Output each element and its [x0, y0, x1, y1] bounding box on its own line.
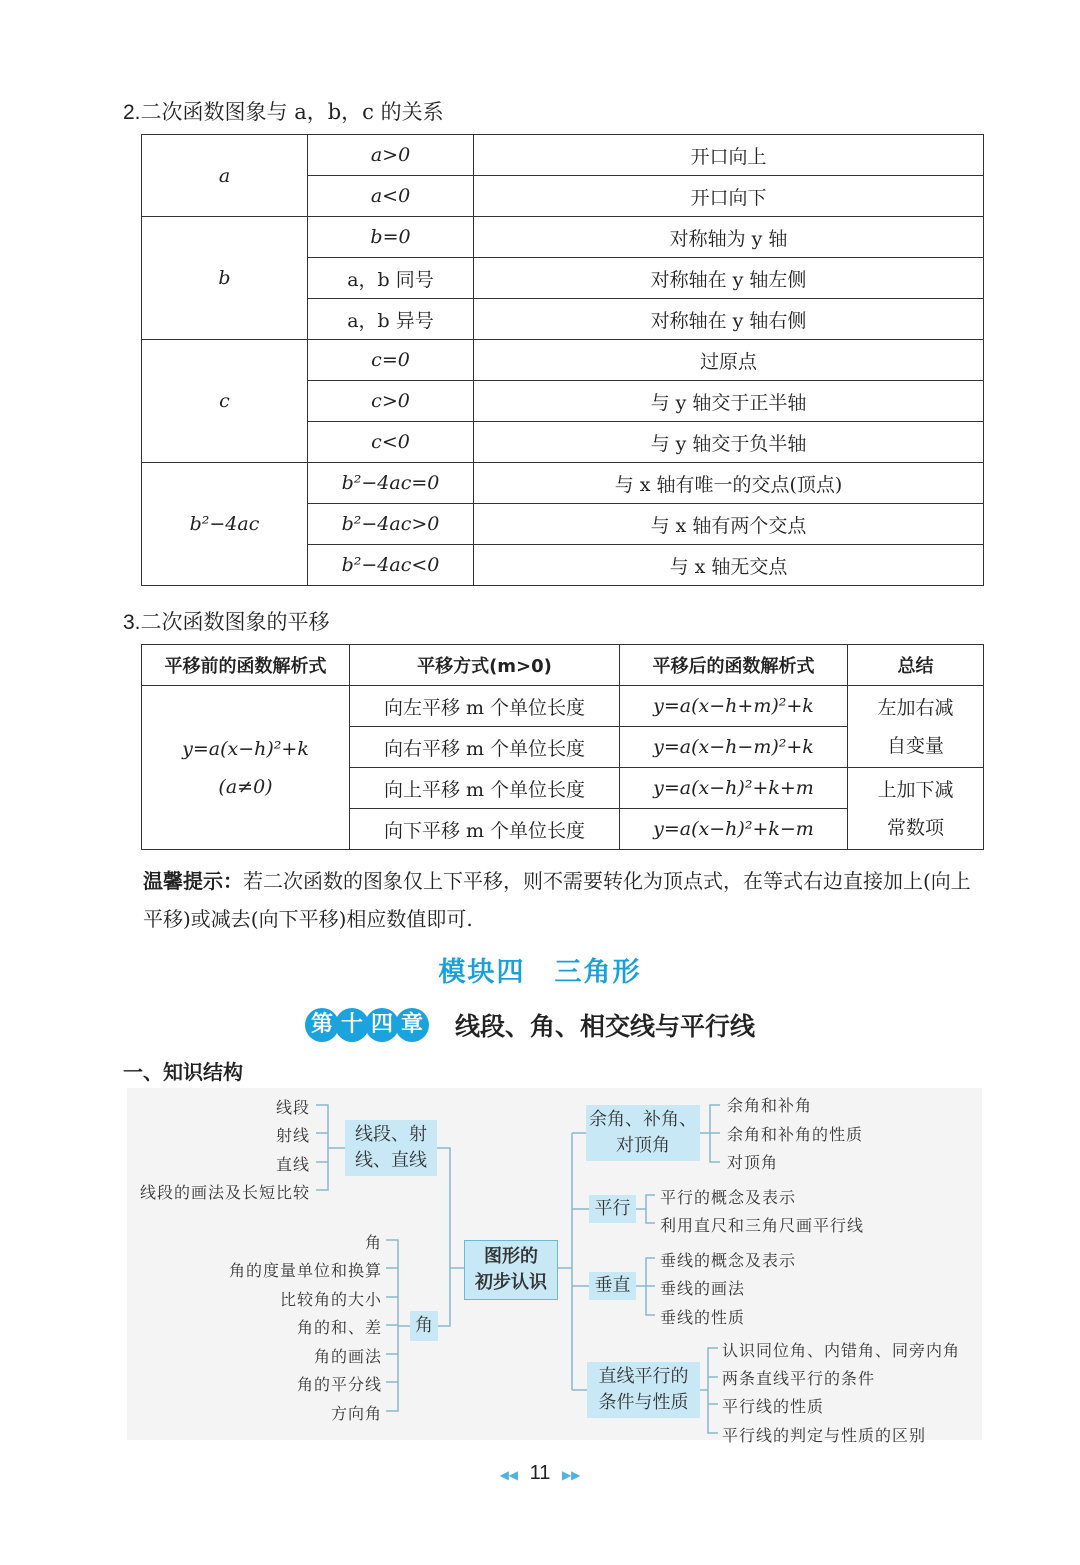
condition-cell: c>0	[308, 381, 474, 422]
map-leaf: 两条直线平行的条件	[722, 1369, 876, 1388]
chapter-badge: 第 十 四 章	[305, 1008, 425, 1042]
condition-cell: b=0	[308, 217, 474, 258]
after-function-cell: y=a(x−h)²+k−m	[620, 809, 848, 850]
method-cell: 向左平移 m 个单位长度	[350, 686, 620, 727]
map-leaf: 平行的概念及表示	[660, 1188, 797, 1207]
tip-paragraph: 温馨提示：若二次函数的图象仅上下平移，则不需要转化为顶点式，在等式右边直接加上(向上平移)或减去(向下平移)相应数值即可.	[143, 869, 971, 931]
method-cell: 向右平移 m 个单位长度	[350, 727, 620, 768]
condition-cell: a<0	[308, 176, 474, 217]
map-node-complementary-angles: 余角、补角、 对顶角	[586, 1105, 700, 1161]
map-node-line-segment: 线段、射 线、直线	[345, 1120, 437, 1176]
result-cell: 与 x 轴有唯一的交点(顶点)	[474, 463, 984, 504]
map-leaf: 平行线的判定与性质的区别	[722, 1426, 927, 1445]
map-leaf: 垂线的画法	[660, 1279, 746, 1298]
result-cell: 与 x 轴无交点	[474, 545, 984, 586]
map-leaf: 线段的画法及长短比较	[139, 1183, 310, 1202]
prev-arrow-icon: ◀◀	[499, 1468, 519, 1482]
map-leaf: 射线	[275, 1126, 310, 1145]
header-cell: 总结	[848, 645, 984, 686]
next-arrow-icon: ▶▶	[561, 1468, 581, 1482]
group-cell: a	[142, 135, 308, 217]
map-leaf: 直线	[275, 1155, 310, 1174]
result-cell: 与 y 轴交于负半轴	[474, 422, 984, 463]
result-cell: 对称轴在 y 轴左侧	[474, 258, 984, 299]
header-cell: 平移前的函数解析式	[142, 645, 350, 686]
map-leaf: 平行线的性质	[722, 1397, 825, 1416]
map-leaf: 角的平分线	[296, 1375, 382, 1394]
map-leaf: 角的画法	[313, 1347, 382, 1366]
map-leaf: 对顶角	[727, 1153, 779, 1172]
condition-cell: b²−4ac>0	[308, 504, 474, 545]
knowledge-structure-title: 一、知识结构	[123, 1060, 243, 1084]
after-function-cell: y=a(x−h)²+k+m	[620, 768, 848, 809]
chapter-title: 线段、角、相交线与平行线	[455, 1012, 756, 1041]
summary-cell: 左加右减 自变量	[848, 686, 984, 768]
map-leaf: 垂线的性质	[660, 1308, 746, 1327]
map-node-perpendicular: 垂直	[589, 1272, 636, 1300]
map-node-parallel: 平行	[589, 1195, 636, 1223]
map-leaf: 角	[364, 1233, 382, 1252]
result-cell: 开口向上	[474, 135, 984, 176]
result-cell: 过原点	[474, 340, 984, 381]
method-cell: 向下平移 m 个单位长度	[350, 809, 620, 850]
map-leaf: 线段	[275, 1098, 310, 1117]
after-function-cell: y=a(x−h+m)²+k	[620, 686, 848, 727]
condition-cell: a>0	[308, 135, 474, 176]
map-leaf: 角的度量单位和换算	[228, 1261, 382, 1280]
result-cell: 与 y 轴交于正半轴	[474, 381, 984, 422]
map-leaf: 余角和补角	[727, 1096, 813, 1115]
result-cell: 对称轴在 y 轴右侧	[474, 299, 984, 340]
group-cell: c	[142, 340, 308, 463]
map-center-node: 图形的 初步认识	[464, 1240, 558, 1300]
result-cell: 开口向下	[474, 176, 984, 217]
page-number: ◀◀ 11 ▶▶	[499, 1462, 581, 1484]
before-function-cell: y=a(x−h)²+k (a≠0)	[142, 686, 350, 850]
condition-cell: a，b 同号	[308, 258, 474, 299]
map-leaf: 角的和、差	[296, 1318, 382, 1337]
condition-cell: c<0	[308, 422, 474, 463]
group-cell: b	[142, 217, 308, 340]
map-leaf: 方向角	[330, 1404, 382, 1423]
condition-cell: a，b 异号	[308, 299, 474, 340]
map-leaf: 认识同位角、内错角、同旁内角	[722, 1341, 961, 1360]
condition-cell: c=0	[308, 340, 474, 381]
group-cell: b²−4ac	[142, 463, 308, 586]
section-3-title: 3.二次函数图象的平移	[123, 610, 330, 634]
map-leaf: 利用直尺和三角尺画平行线	[660, 1216, 865, 1235]
method-cell: 向上平移 m 个单位长度	[350, 768, 620, 809]
result-cell: 与 x 轴有两个交点	[474, 504, 984, 545]
header-cell: 平移后的函数解析式	[620, 645, 848, 686]
condition-cell: b²−4ac=0	[308, 463, 474, 504]
map-leaf: 垂线的概念及表示	[660, 1251, 797, 1270]
map-leaf: 余角和补角的性质	[727, 1125, 864, 1144]
module-heading: 模块四 三角形	[438, 957, 642, 988]
after-function-cell: y=a(x−h−m)²+k	[620, 727, 848, 768]
map-leaf: 比较角的大小	[279, 1290, 382, 1309]
summary-cell: 上加下减 常数项	[848, 768, 984, 850]
map-node-angle: 角	[410, 1311, 438, 1341]
result-cell: 对称轴为 y 轴	[474, 217, 984, 258]
condition-cell: b²−4ac<0	[308, 545, 474, 586]
header-cell: 平移方式(m>0)	[350, 645, 620, 686]
section-2-title: 2.二次函数图象与 a，b，c 的关系	[123, 100, 444, 124]
map-node-parallel-conditions: 直线平行的 条件与性质	[587, 1362, 700, 1418]
